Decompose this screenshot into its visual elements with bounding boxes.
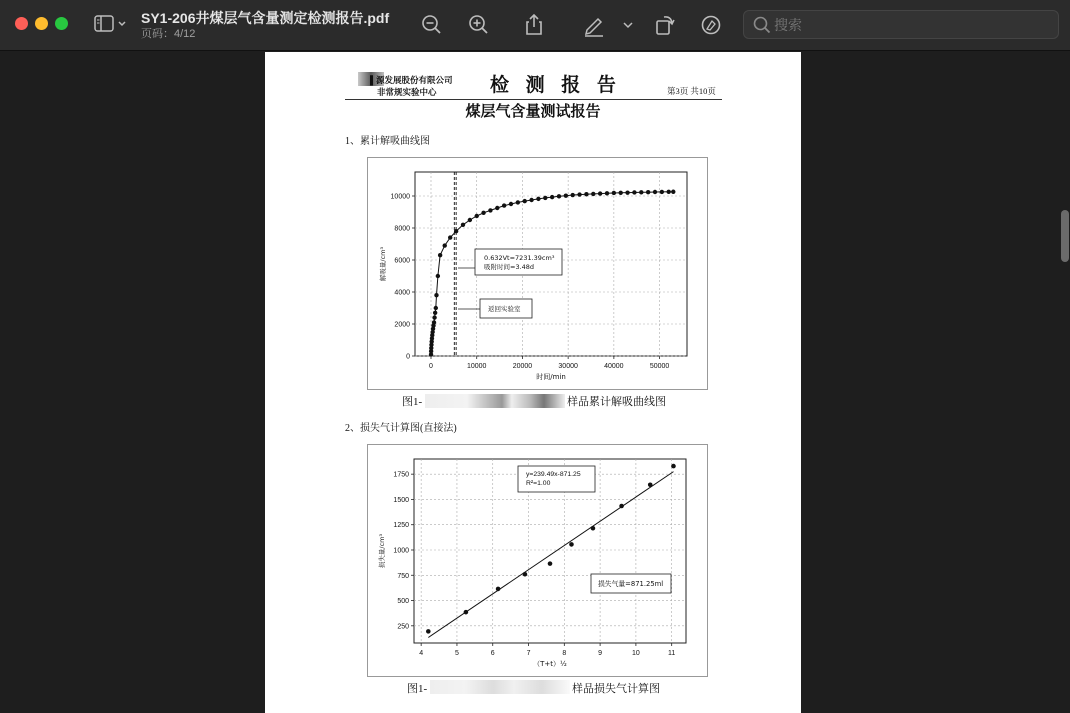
data-point	[671, 464, 676, 469]
data-point	[536, 197, 540, 201]
document-title: SY1-206井煤层气含量测定检测报告.pdf	[141, 10, 390, 26]
title-bar	[0, 0, 1070, 51]
data-point	[434, 306, 438, 310]
data-point	[598, 191, 602, 195]
markup-pen-icon	[581, 12, 607, 38]
data-point	[438, 253, 442, 257]
data-point	[468, 218, 472, 222]
data-point	[625, 190, 629, 194]
data-point	[523, 572, 528, 577]
data-point	[432, 320, 436, 324]
annotation-text: 返回实验室	[488, 305, 521, 313]
annotate-button[interactable]	[698, 12, 724, 38]
data-point	[584, 192, 588, 196]
organization-name: ▌源发展股份有限公司	[370, 75, 453, 85]
data-point	[454, 229, 458, 233]
data-point	[426, 629, 431, 634]
redacted-sample-id	[430, 680, 570, 694]
zoom-out-icon	[419, 12, 445, 38]
data-point	[612, 191, 616, 195]
data-point	[432, 315, 436, 319]
y-axis-label: 解吸量/cm³	[379, 246, 387, 282]
data-point	[648, 482, 653, 487]
x-tick-label: 10	[631, 650, 640, 657]
data-point	[436, 274, 440, 278]
search-icon	[752, 15, 772, 35]
data-point	[660, 190, 664, 194]
x-tick-label: 7	[526, 650, 531, 657]
data-point	[464, 610, 469, 615]
data-point	[564, 193, 568, 197]
y-axis-label: 损失量/cm³	[378, 533, 386, 569]
minimize-window-button[interactable]	[35, 17, 48, 30]
data-point	[605, 191, 609, 195]
zoom-in-icon	[466, 12, 492, 38]
report-title: 煤层气含量测试报告	[465, 102, 601, 120]
y-tick-label: 2000	[394, 321, 410, 329]
search-input[interactable]	[774, 11, 1054, 38]
y-tick-label: 1750	[393, 471, 409, 479]
data-point	[548, 561, 553, 566]
annotation-text: 吸附时间=3.48d	[484, 263, 535, 271]
desorption-chart	[368, 158, 707, 389]
y-tick-label: 500	[397, 598, 409, 606]
x-tick-label: 20000	[512, 363, 533, 370]
chevron-down-icon	[619, 12, 637, 38]
rotate-icon	[652, 12, 678, 38]
data-point	[591, 526, 596, 531]
data-point	[557, 194, 561, 198]
x-tick-label: 4	[419, 650, 424, 657]
section-heading-desorption: 1、累计解吸曲线图	[345, 136, 430, 147]
y-tick-label: 750	[397, 572, 409, 580]
data-point	[495, 206, 499, 210]
data-point	[434, 293, 438, 297]
sidebar-icon	[92, 13, 130, 35]
share-button[interactable]	[521, 12, 547, 38]
data-point	[577, 192, 581, 196]
annotation-text: 0.632Vt=7231.39cm³	[484, 254, 555, 262]
data-point	[516, 200, 520, 204]
x-tick-label: 40000	[604, 363, 624, 370]
equation-box	[518, 466, 595, 492]
x-tick-label: 50000	[649, 363, 670, 370]
share-icon	[521, 12, 547, 38]
data-point	[502, 203, 506, 207]
x-tick-label: 10000	[466, 363, 487, 370]
x-tick-label: 8	[562, 650, 567, 657]
y-tick-label: 1000	[393, 547, 409, 555]
x-tick-label: 5	[454, 650, 459, 657]
x-tick-label: 30000	[558, 363, 578, 370]
data-point	[488, 208, 492, 212]
close-window-button[interactable]	[15, 17, 28, 30]
annotate-icon	[698, 12, 724, 38]
x-tick-label: 11	[668, 650, 676, 657]
annotation-box	[475, 249, 562, 275]
lost-gas-chart	[368, 445, 707, 676]
report-heading: 检 测 报 告	[490, 74, 621, 96]
page-number: 第3页 共10页	[667, 86, 716, 96]
x-tick-label: 0	[429, 363, 433, 370]
page-indicator: 页码：4/12	[141, 28, 196, 40]
y-tick-label: 6000	[394, 257, 410, 265]
data-point	[481, 211, 485, 215]
data-point	[543, 196, 547, 200]
scrollbar-thumb[interactable]	[1061, 210, 1069, 262]
data-point	[667, 190, 671, 194]
figure-caption-2-prefix: 图1-	[407, 683, 428, 695]
data-point	[591, 192, 595, 196]
redacted-sample-id	[425, 394, 565, 408]
data-point	[671, 190, 675, 194]
regression-equation: y=239.49x-871.25	[526, 471, 581, 478]
figure-caption-2: 样品损失气计算图	[572, 683, 660, 695]
zoom-out-button[interactable]	[419, 12, 445, 38]
desorption-chart-frame	[367, 157, 708, 390]
sidebar-toggle-button[interactable]	[92, 13, 130, 35]
data-point	[619, 191, 623, 195]
figure-caption-1: 样品累计解吸曲线图	[567, 396, 666, 408]
chevron-down-icon	[119, 22, 125, 25]
markup-menu-button[interactable]	[619, 12, 637, 38]
data-point	[619, 504, 624, 509]
y-tick-label: 0	[406, 353, 410, 361]
zoom-window-button[interactable]	[55, 17, 68, 30]
zoom-in-button[interactable]	[466, 12, 492, 38]
data-point	[550, 195, 554, 199]
data-point	[653, 190, 657, 194]
data-point	[646, 190, 650, 194]
data-point	[443, 243, 447, 247]
y-tick-label: 10000	[390, 193, 410, 201]
y-tick-label: 250	[397, 623, 409, 631]
y-tick-label: 4000	[394, 289, 410, 297]
data-point	[639, 190, 643, 194]
data-point	[632, 190, 636, 194]
y-tick-label: 8000	[394, 225, 410, 233]
lost-gas-chart-frame	[367, 444, 708, 677]
r-squared: R²=1.00	[526, 480, 551, 487]
x-axis-label: 时间/min	[536, 373, 566, 381]
data-point	[448, 235, 452, 239]
x-tick-label: 9	[598, 650, 603, 657]
data-point	[529, 198, 533, 202]
y-tick-label: 1250	[393, 522, 409, 530]
loss-amount-label: 损失气量=871.25ml	[598, 580, 664, 588]
y-tick-label: 1500	[393, 496, 409, 504]
rotate-button[interactable]	[652, 12, 678, 38]
section-heading-lost-gas: 2、损失气计算图(直接法)	[345, 423, 457, 434]
document-viewer[interactable]	[0, 52, 1070, 713]
laboratory-name: 非常规实验中心	[377, 87, 437, 97]
figure-caption-1-prefix: 图1-	[402, 396, 423, 408]
pdf-page	[265, 52, 801, 713]
markup-button[interactable]	[581, 12, 607, 38]
data-point	[475, 214, 479, 218]
x-axis-label: （T+t）½	[533, 660, 567, 668]
data-point	[496, 587, 501, 592]
data-point	[523, 199, 527, 203]
data-point	[509, 202, 513, 206]
x-tick-label: 6	[490, 650, 495, 657]
search-field[interactable]	[743, 10, 1059, 39]
data-point	[569, 542, 574, 547]
data-point	[461, 223, 465, 227]
data-point	[571, 193, 575, 197]
data-point	[433, 311, 437, 315]
